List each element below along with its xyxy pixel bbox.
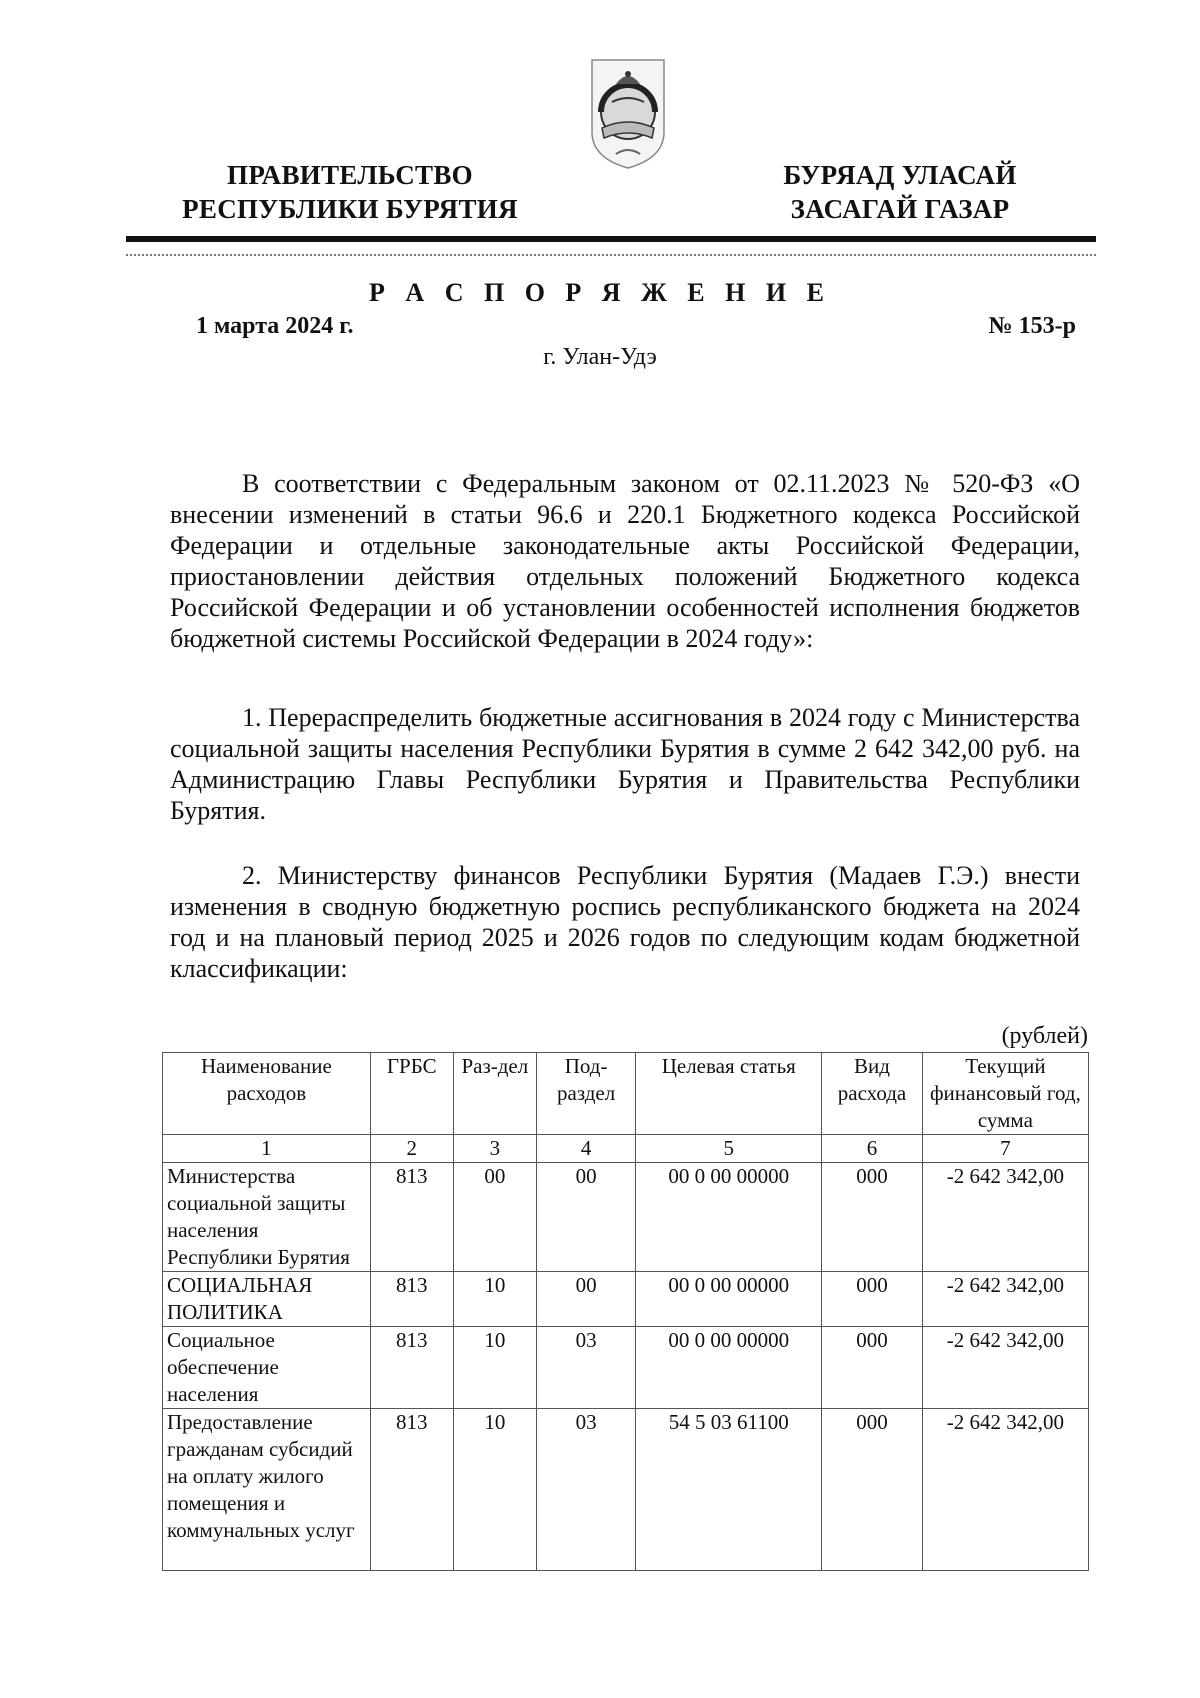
cell-amount: -2 642 342,00 <box>922 1163 1088 1272</box>
cell-target-article: 00 0 00 00000 <box>636 1327 822 1409</box>
header-expense-name: Наименование расходов <box>163 1053 371 1135</box>
cell-expense-type: 000 <box>822 1327 923 1409</box>
table-unit-label: (рублей) <box>1001 1023 1088 1049</box>
cell-expense-type: 000 <box>822 1272 923 1327</box>
cell-target-article: 00 0 00 00000 <box>636 1163 822 1272</box>
cell-expense-name: Социальное обеспечение населения <box>163 1327 371 1409</box>
coat-of-arms-icon <box>586 54 670 172</box>
header-expense-type: Вид расхода <box>822 1053 923 1135</box>
cell-target-article: 00 0 00 00000 <box>636 1272 822 1327</box>
clause-2-paragraph: 2. Министерству финансов Республики Бурятия (Мадаев Г.Э.) внести изменения в сводную бюджетную роспись республиканского бюджета на 2024 год и на плановый период 2025 и 2026 годов по следующим кодам бюджетной классификации: <box>170 861 1080 983</box>
government-name-line-1: ПРАВИТЕЛЬСТВО <box>227 160 473 190</box>
document-city: г. Улан-Удэ <box>543 344 657 370</box>
government-name-buryat-line-2: ЗАСАГАЙ ГАЗАР <box>790 194 1010 224</box>
column-number: 4 <box>536 1135 635 1163</box>
header-divider-thin <box>126 254 1096 256</box>
cell-expense-type: 000 <box>822 1409 923 1571</box>
column-number: 6 <box>822 1135 923 1163</box>
cell-section: 00 <box>453 1163 536 1272</box>
cell-expense-type: 000 <box>822 1163 923 1272</box>
cell-expense-name: Министерства социальной защиты населения Республики Бурятия <box>163 1163 371 1272</box>
header-subsection: Под-раздел <box>536 1053 635 1135</box>
cell-target-article: 54 5 03 61100 <box>636 1409 822 1571</box>
header-grbs: ГРБС <box>370 1053 453 1135</box>
cell-section: 10 <box>453 1327 536 1409</box>
column-number: 7 <box>922 1135 1088 1163</box>
table-row <box>163 1327 1089 1409</box>
table-row <box>163 1163 1089 1272</box>
preamble-paragraph: В соответствии с Федеральным законом от 02.11.2023 № 520-ФЗ «О внесении изменений в статьи 96.6 и 220.1 Бюджетного кодекса Российской Федерации и отдельные законодательные акты Российской Федерации, приостановлении действия отдельных положений Бюджетного кодекса Российской Федерации и об установлении особенностей исполнения бюджетов бюджетной системы Российской Федерации в 2024 году»: <box>170 469 1080 653</box>
cell-subsection: 00 <box>536 1163 635 1272</box>
column-number: 3 <box>453 1135 536 1163</box>
government-name-buryat <box>740 158 1060 226</box>
header-section: Раз-дел <box>453 1053 536 1135</box>
table-row <box>163 1409 1089 1571</box>
clause-1-paragraph: 1. Перераспределить бюджетные ассигнования в 2024 году с Министерства социальной защиты населения Республики Бурятия в сумме 2 642 342,00 руб. на Администрацию Главы Республики Бурятия и Правительства Республики Бурятия. <box>170 703 1080 825</box>
cell-section: 10 <box>453 1409 536 1571</box>
cell-amount: -2 642 342,00 <box>922 1272 1088 1327</box>
document-date: 1 марта 2024 г. <box>196 313 354 339</box>
document-number: № 153-р <box>988 313 1076 339</box>
cell-expense-name: СОЦИАЛЬНАЯ ПОЛИТИКА <box>163 1272 371 1327</box>
cell-grbs: 813 <box>370 1327 453 1409</box>
column-number: 1 <box>163 1135 371 1163</box>
table-header-row <box>163 1053 1089 1135</box>
cell-expense-name: Предоставление гражданам субсидий на оплату жилого помещения и коммунальных услуг <box>163 1409 371 1571</box>
column-number-row <box>163 1135 1089 1163</box>
header-amount: Текущий финансовый год, сумма <box>922 1053 1088 1135</box>
cell-grbs: 813 <box>370 1272 453 1327</box>
government-name-russian <box>160 158 540 226</box>
table-row <box>163 1272 1089 1327</box>
document-type: Р А С П О Р Я Ж Е Н И Е <box>369 278 831 307</box>
cell-subsection: 00 <box>536 1272 635 1327</box>
government-name-buryat-line-1: БУРЯАД УЛАСАЙ <box>783 160 1017 190</box>
cell-section: 10 <box>453 1272 536 1327</box>
cell-amount: -2 642 342,00 <box>922 1327 1088 1409</box>
column-number: 2 <box>370 1135 453 1163</box>
header-divider-thick <box>126 236 1096 242</box>
cell-subsection: 03 <box>536 1409 635 1571</box>
government-name-line-2: РЕСПУБЛИКИ БУРЯТИЯ <box>182 194 518 224</box>
cell-grbs: 813 <box>370 1163 453 1272</box>
cell-subsection: 03 <box>536 1327 635 1409</box>
cell-grbs: 813 <box>370 1409 453 1571</box>
column-number: 5 <box>636 1135 822 1163</box>
budget-table <box>162 1052 1089 1571</box>
header-target-article: Целевая статья <box>636 1053 822 1135</box>
cell-amount: -2 642 342,00 <box>922 1409 1088 1571</box>
